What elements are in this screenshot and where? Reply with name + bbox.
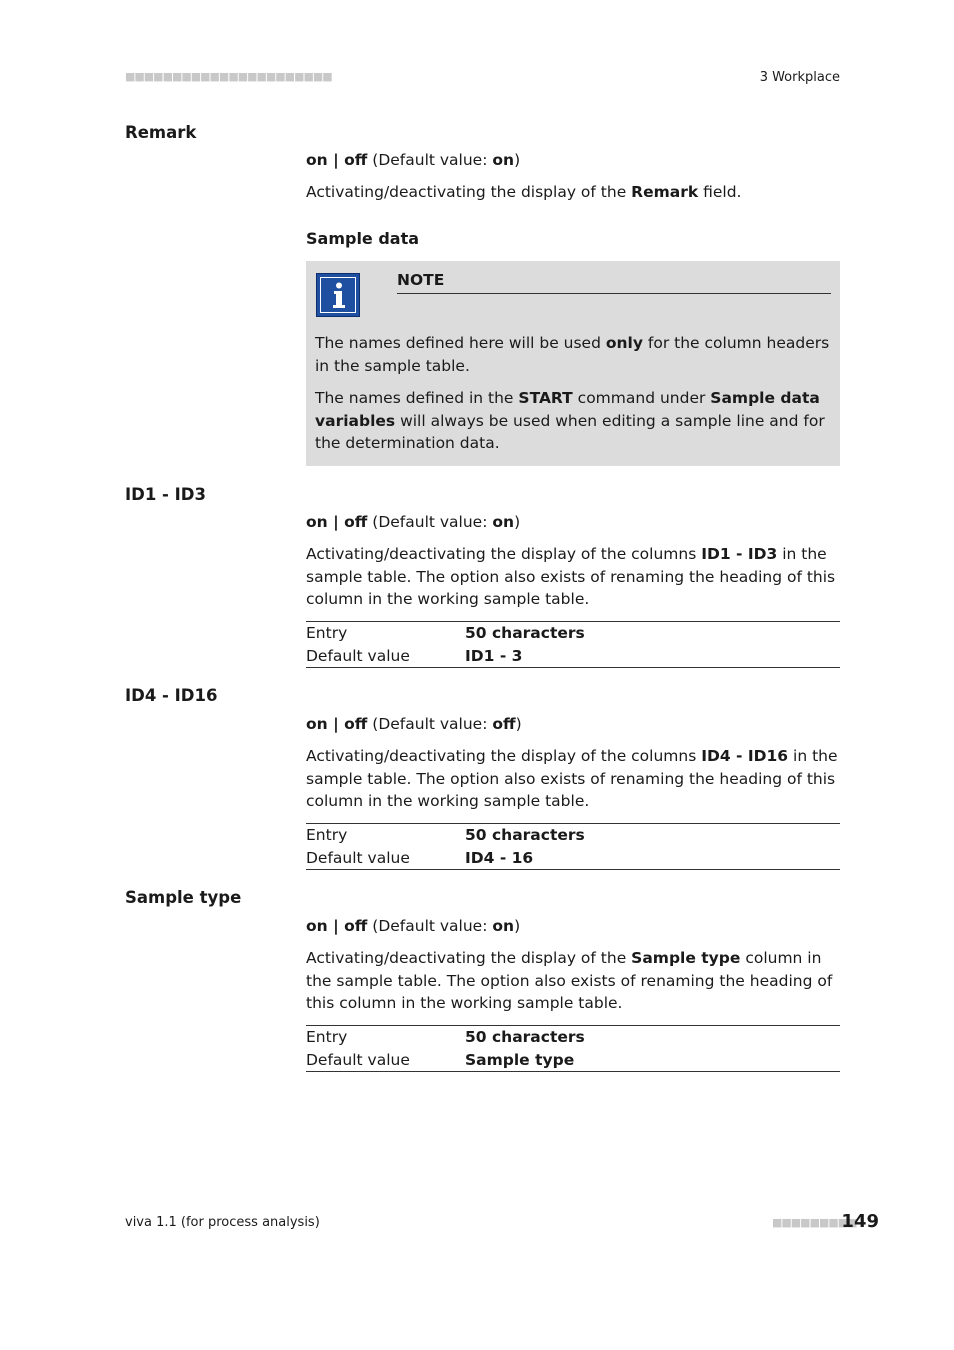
id4-id16-description: Activating/deactivating the display of the columns ID4 - ID16 in the sample table. The option also exists of renaming the heading of this column in the working sample table. bbox=[306, 747, 838, 811]
id1-id3-description: Activating/deactivating the display of the columns ID1 - ID3 in the sample table. The option also exists of renaming the heading of this column in the working sample table. bbox=[306, 545, 836, 609]
footer-product-name: viva 1.1 (for process analysis) bbox=[125, 1215, 320, 1230]
sample-type-description: Activating/deactivating the display of the Sample type column in the sample table. The option also exists of renaming the heading of this column in the working sample table. bbox=[306, 949, 833, 1013]
section-title-id4-id16: ID4 - ID16 bbox=[125, 686, 218, 705]
section-title-remark: Remark bbox=[125, 123, 197, 142]
id1-id3-onoff: on | off (Default value: on) bbox=[306, 513, 521, 531]
table-row: Entry 50 characters bbox=[306, 624, 585, 642]
section-title-sample-data: Sample data bbox=[306, 229, 420, 248]
id4-id16-parameter-table bbox=[306, 823, 840, 870]
table-row: Entry 50 characters bbox=[306, 826, 585, 844]
remark-onoff: on | off (Default value: on) bbox=[306, 151, 521, 169]
chapter-title: 3 Workplace bbox=[759, 70, 840, 85]
note-title: NOTE bbox=[397, 269, 831, 294]
note-box bbox=[306, 261, 840, 466]
page-number: 149 bbox=[841, 1211, 879, 1232]
sample-type-parameter-table bbox=[306, 1025, 840, 1072]
table-row: Default value Sample type bbox=[306, 1050, 575, 1069]
section-title-id1-id3: ID1 - ID3 bbox=[125, 485, 206, 504]
table-row: Default value ID1 - 3 bbox=[306, 646, 523, 665]
sample-type-onoff: on | off (Default value: on) bbox=[306, 917, 521, 935]
note-body bbox=[315, 332, 831, 465]
note-paragraph-1: The names defined here will be used only for the column headers in the sample table. bbox=[315, 334, 830, 375]
remark-description: Activating/deactivating the display of the Remark field. bbox=[306, 183, 742, 201]
header-decoration: ■■■■■■■■■■■■■■■■■■■■■■ bbox=[125, 70, 332, 83]
id4-id16-onoff: on | off (Default value: off) bbox=[306, 715, 522, 733]
table-row: Default value ID4 - 16 bbox=[306, 848, 534, 867]
info-icon bbox=[316, 273, 360, 317]
table-row: Entry 50 characters bbox=[306, 1028, 585, 1046]
id1-id3-parameter-table bbox=[306, 621, 840, 668]
footer-decoration: ■■■■■■■■■ bbox=[772, 1216, 857, 1229]
note-paragraph-2: The names defined in the START command under Sample data variables will always be used when editing a sample line and for the determination data. bbox=[315, 388, 825, 453]
section-title-sample-type: Sample type bbox=[125, 888, 242, 907]
